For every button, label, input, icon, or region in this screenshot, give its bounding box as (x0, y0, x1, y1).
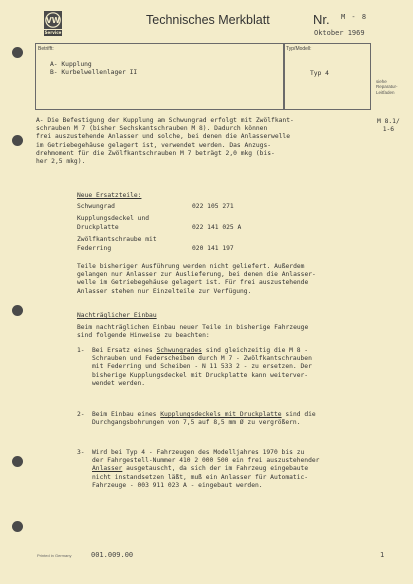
retrofit-item-3: Wird bei Typ 4 - Fahrzeugen des Modelljahres 1970 bis zu der Fahrgestell-Nummer 410 2 000 500 ein frei auszustehender Anlasser ausgetauscht, da sich der im Fahrzeug eingebaute nicht instandsetzen läßt, muß ein Anlasser für Automatic- Fahrzeuge - 003 911 023 A - eingebaut werden. (92, 449, 320, 489)
retrofit-intro: Beim nachträglichen Einbau neuer Teile in bisherige Fahrzeuge sind folgende Hinweise zu beachten: (77, 324, 309, 340)
part-number: 022 141 025 A (192, 224, 242, 231)
part-name: Schwungrad (77, 203, 115, 210)
subject-line: B- Kurbelwellenlager II (50, 69, 138, 76)
binder-hole (12, 456, 23, 467)
retrofit-item-1: Bei Ersatz eines Schwungrades sind gleichzeitig die M 8 - Schrauben und Federscheiben durch M 7 - Zwölfkantschrauben mit Federring und Scheiben - N 11 533 2 - zu ersetzen. Der bisherige Kupplungsdeckel mit Druckplatte kann weiterver- wendet werden. (92, 347, 312, 387)
part-name: Kupplungsdeckel und (77, 215, 150, 222)
printed-in: Printed in Germany (37, 553, 72, 558)
retrofit-item-2: Beim Einbau eines Kupplungsdeckels mit Druckplatte sind die Durchgangsbohrungen von 7,5 auf 8,5 mm Ø zu vergrößern. (92, 411, 316, 427)
subject-label: Betrifft: (38, 46, 54, 52)
section-a-text: A- Die Befestigung der Kupplung am Schwungrad erfolgt mit Zwölfkant- schrauben M 7 (bisher Sechskantschrauben M 8). Dadurch können frei auszustehende Anlasser und solche, bei denen die Anlasserwelle im Getriebegehäuse gelagert ist, verwendet werden. Das Anzugs- drehmoment für die Zwölfkantschrauben M 7 beträgt 2,0 mkg (bis- her 2,5 mkg). (36, 117, 294, 166)
nr-value: M - 8 (341, 13, 368, 21)
subject-line: A- Kupplung (50, 61, 92, 68)
svg-text:VW: VW (45, 16, 61, 25)
page-number: 1 (380, 551, 385, 559)
side-reference: siehe Reparatur- Leitfaden (376, 79, 398, 95)
retrofit-item-number: 1- (77, 347, 85, 354)
vw-logo-icon (44, 11, 62, 29)
underlined-line: Anlasser ausgetauscht, da sich der im Fahrzeug eingebaute (92, 465, 309, 473)
type-value: Typ 4 (310, 70, 329, 77)
retrofit-item-number: 2- (77, 411, 85, 418)
nr-label: Nr. (313, 12, 330, 27)
parts-heading: Neue Ersatzteile: (77, 192, 142, 199)
page-title: Technisches Merkblatt (146, 13, 270, 27)
document-code: 001.009.00 (91, 551, 134, 559)
type-label: Typ/Modell: (286, 46, 312, 52)
retrofit-item-number: 3- (77, 449, 85, 456)
binder-hole (12, 305, 23, 316)
part-name: Zwölfkantschraube mit (77, 236, 157, 243)
logo-caption: Service (44, 30, 62, 35)
binder-hole (12, 521, 23, 532)
part-number: 022 105 271 (192, 203, 234, 210)
part-number: 020 141 197 (192, 245, 234, 252)
part-name: Federring (77, 245, 112, 252)
retrofit-heading: Nachträglicher Einbau (77, 312, 157, 319)
part-name: Druckplatte (77, 224, 119, 231)
binder-hole (12, 47, 23, 58)
issue-date: Oktober 1969 (314, 29, 365, 37)
availability-note: Teile bisheriger Ausführung werden nicht geliefert. Außerdem gelangen nur Anlasser zur Auslieferung, bei denen die Anlasser- welle im Getriebegehäuse gelagert ist. Für frei auszustehende Anlasser stehen nur Einzelteile zur Verfügung. (77, 263, 316, 295)
reference-number: M 8.1/ 1-6 (377, 118, 400, 134)
binder-hole (12, 135, 23, 146)
